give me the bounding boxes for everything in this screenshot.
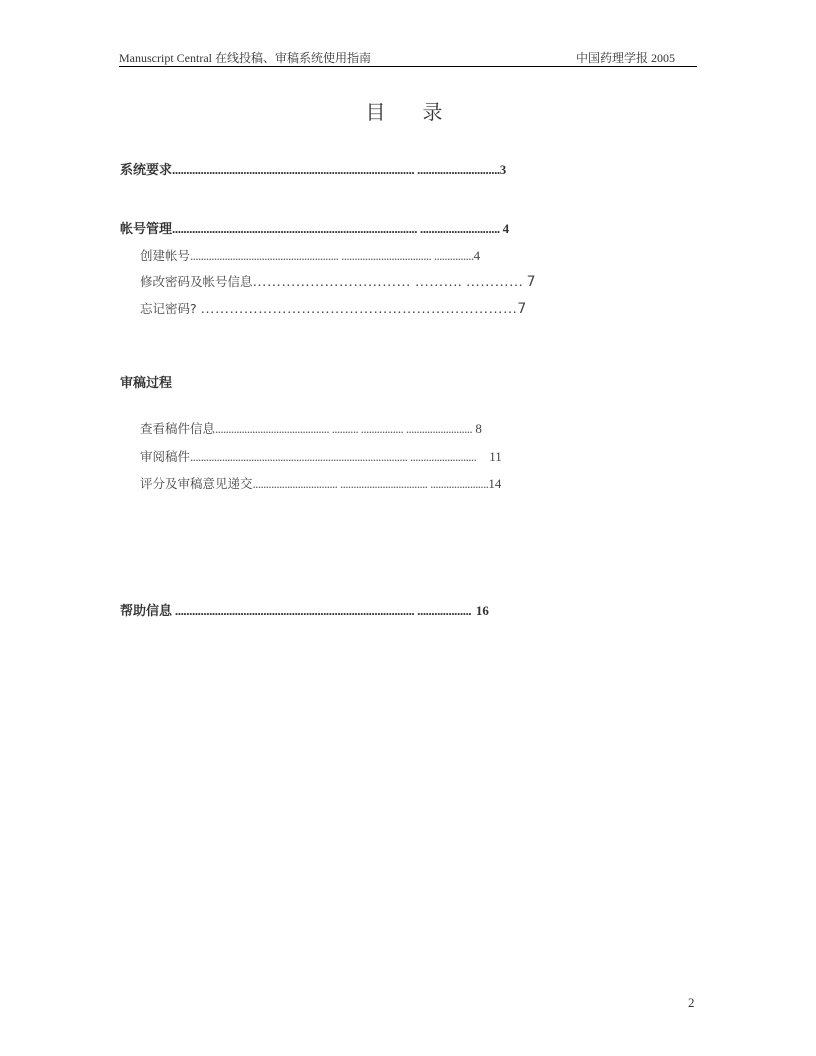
header-document-title: Manuscript Central 在线投稿、审稿系统使用指南: [119, 51, 371, 65]
toc-entry-forgot-password[interactable]: [140, 299, 526, 318]
toc-page-number: 4: [502, 221, 510, 236]
toc-label: 帮助信息: [120, 604, 173, 619]
toc-label: 评分及审稿意见递交: [140, 476, 253, 491]
toc-entry-create-account[interactable]: [140, 246, 480, 264]
toc-label: 帐号管理: [120, 222, 173, 237]
toc-page-number: 14: [488, 476, 502, 491]
toc-entry-score-submit[interactable]: [140, 474, 501, 492]
toc-leader: ................................ ................................. ......................: [252, 476, 489, 491]
toc-leader: ........................................... .......... ................ .........................: [215, 421, 473, 436]
toc-entry-system-requirements[interactable]: [120, 159, 506, 178]
toc-entry-account-management[interactable]: [120, 218, 509, 237]
toc-page-number: 7: [526, 274, 536, 290]
toc-leader: .................................................................................... ...................: [172, 603, 472, 618]
toc-leader: ..................................................................................... .............................: [172, 162, 500, 177]
header-journal-name: 中国药理学报 2005: [575, 51, 675, 65]
toc-leader: ........................................................ .................................. ...............: [190, 248, 474, 263]
toc-label: 系统要求: [120, 163, 173, 178]
toc-leader: .................................................................................. .........................: [190, 449, 477, 464]
toc-page-number: 16: [475, 603, 489, 618]
toc-label: 查看稿件信息: [140, 421, 216, 436]
toc-leader: …………………………………………………………: [196, 302, 518, 317]
page-number: 2: [688, 995, 695, 1010]
toc-entry-review-manuscript[interactable]: [140, 447, 502, 465]
toc-page-number: 4: [473, 248, 481, 263]
toc-label: 审阅稿件: [140, 449, 191, 464]
toc-title: 目 录: [365, 102, 459, 124]
toc-page-number: 7: [517, 301, 527, 317]
toc-label: 修改密码及帐号信息: [140, 274, 253, 289]
toc-section-review-process[interactable]: 审稿过程: [120, 376, 173, 391]
page-header: [119, 48, 697, 67]
toc-leader: ...................................................................................... ............................: [172, 221, 503, 236]
toc-label: 忘记密码?: [140, 301, 197, 316]
toc-entry-change-password[interactable]: [140, 272, 536, 291]
toc-page-number: 8: [475, 421, 482, 436]
toc-page-number: 3: [499, 162, 507, 177]
toc-entry-view-manuscript[interactable]: [140, 419, 482, 437]
toc-leader: …………………………… ………. …………: [252, 275, 524, 290]
toc-page-number: 11: [489, 449, 502, 464]
toc-label: 创建帐号: [140, 248, 191, 263]
toc-entry-help-info[interactable]: [120, 600, 489, 619]
